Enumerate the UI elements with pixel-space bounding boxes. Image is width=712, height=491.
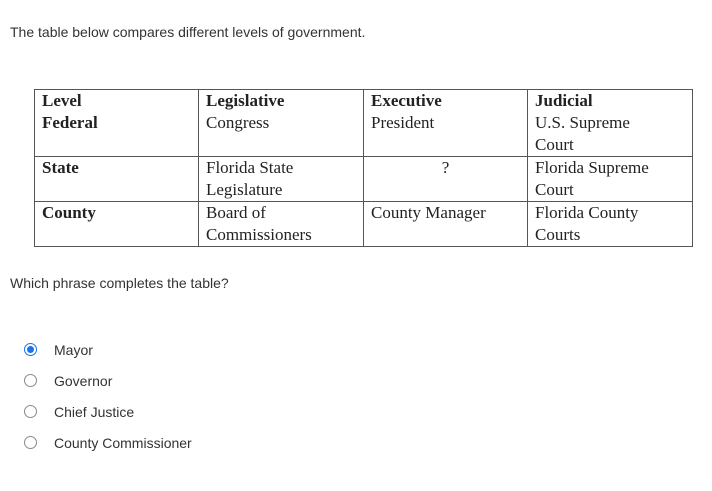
cell-state-judicial-line2: Court bbox=[528, 179, 693, 202]
table-row-state bbox=[35, 157, 693, 180]
question-text: Which phrase completes the table? bbox=[10, 275, 229, 291]
table-row-county bbox=[35, 202, 693, 225]
option-chief-justice[interactable] bbox=[24, 396, 192, 427]
cell-state-legislative-line2: Legislature bbox=[199, 179, 364, 202]
table-row-county-cont bbox=[35, 224, 693, 247]
option-county-commissioner[interactable] bbox=[24, 427, 192, 458]
option-mayor[interactable] bbox=[24, 334, 192, 365]
cell-county-judicial-line1: Florida County bbox=[528, 202, 693, 225]
cell-federal-level: Federal bbox=[35, 112, 199, 134]
cell-county-legislative-line2: Commissioners bbox=[199, 224, 364, 247]
option-label: Governor bbox=[54, 372, 113, 389]
table-row-federal-cont bbox=[35, 134, 693, 157]
header-judicial: Judicial bbox=[528, 90, 693, 113]
table-row-state-cont bbox=[35, 179, 693, 202]
header-level: Level bbox=[35, 90, 199, 113]
cell-federal-judicial-line2: Court bbox=[528, 134, 693, 157]
cell-federal-judicial-line1: U.S. Supreme bbox=[528, 112, 693, 134]
radio-empty-icon[interactable] bbox=[24, 374, 37, 387]
cell-state-judicial-line1: Florida Supreme bbox=[528, 157, 693, 180]
cell-state-legislative-line1: Florida State bbox=[199, 157, 364, 180]
cell-federal-executive: President bbox=[364, 112, 528, 134]
option-governor[interactable] bbox=[24, 365, 192, 396]
cell-state-executive: ? bbox=[364, 157, 528, 180]
government-levels-table bbox=[34, 89, 693, 247]
option-label: Chief Justice bbox=[54, 403, 135, 420]
cell-county-level: County bbox=[35, 202, 199, 225]
intro-text: The table below compares different levels of government. bbox=[10, 24, 366, 40]
cell-state-level: State bbox=[35, 157, 199, 180]
header-executive: Executive bbox=[364, 90, 528, 113]
option-label: Mayor bbox=[54, 341, 93, 358]
table-header-row bbox=[35, 90, 693, 113]
cell-county-judicial-line2: Courts bbox=[528, 224, 693, 247]
cell-county-legislative-line1: Board of bbox=[199, 202, 364, 225]
answer-options bbox=[24, 334, 192, 458]
radio-empty-icon[interactable] bbox=[24, 436, 37, 449]
radio-empty-icon[interactable] bbox=[24, 405, 37, 418]
header-legislative: Legislative bbox=[199, 90, 364, 113]
table-row-federal bbox=[35, 112, 693, 134]
option-label: County Commissioner bbox=[54, 434, 192, 451]
radio-selected-icon[interactable] bbox=[24, 343, 37, 356]
cell-county-executive: County Manager bbox=[364, 202, 528, 225]
cell-federal-legislative: Congress bbox=[199, 112, 364, 134]
